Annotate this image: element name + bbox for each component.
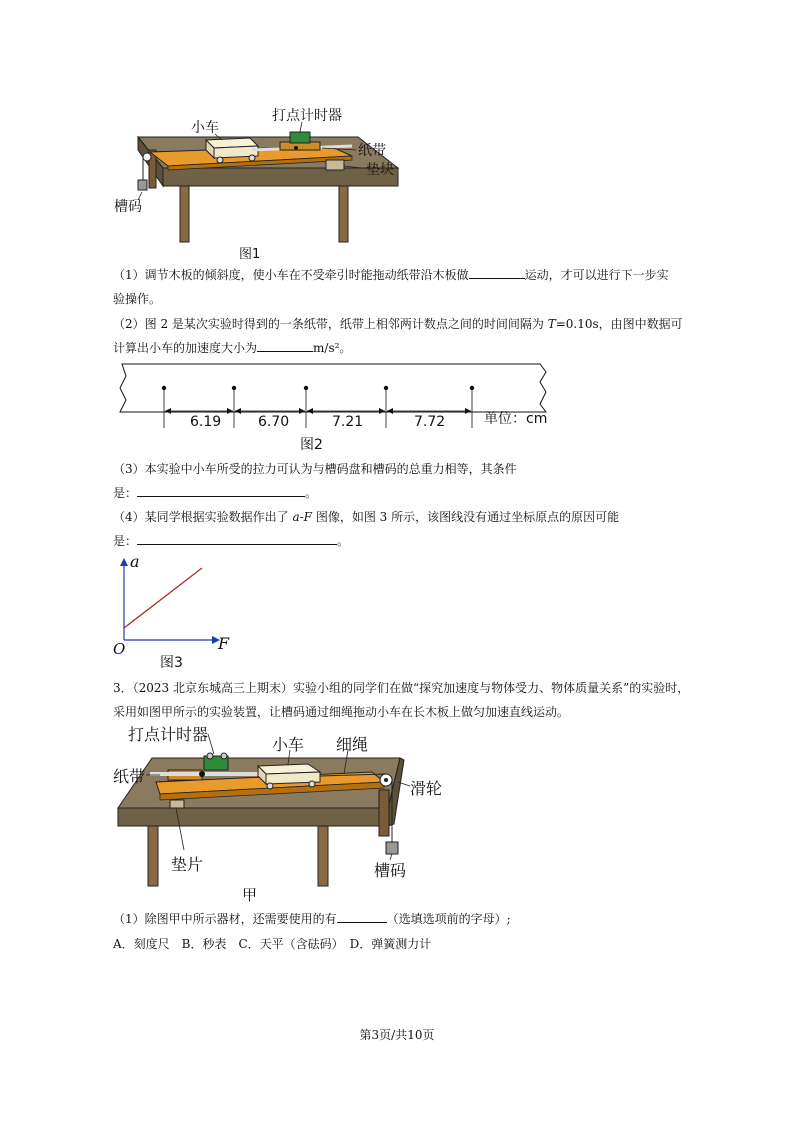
y-axis-arrow	[120, 558, 128, 566]
sub-question-1-options	[113, 935, 431, 953]
table-leg	[180, 186, 189, 242]
q2-text-pre: （2）图 2 是某次实验时得到的一条纸带，纸带上相邻两计数点之间的时间间隔为	[113, 317, 548, 331]
sub-question-1	[113, 910, 511, 928]
paper-tape-drawing	[0, 360, 794, 460]
block	[326, 160, 344, 170]
q4-prefix: 是：	[113, 534, 138, 548]
q4-period: 。	[337, 534, 350, 548]
pad	[170, 800, 184, 808]
q2-text-line-2: 计算出小车的加速度大小为	[113, 341, 258, 355]
q1-text-post: 运动，才可以进行下一步实	[524, 268, 669, 282]
question-3-line-1	[113, 460, 517, 478]
q3-period: 。	[305, 486, 318, 500]
figure-4	[0, 720, 794, 904]
hanging-weight	[138, 180, 147, 190]
problem-3-text-2: 采用如图甲所示的实验装置，让槽码通过细绳拖动小车在长木板上做匀加速直线运动。	[113, 705, 570, 719]
figure-3	[0, 550, 794, 670]
answer-blank[interactable]	[257, 339, 313, 352]
segment-label: 7.21	[332, 414, 364, 430]
q4-variable: a-F	[292, 510, 312, 524]
label-block: 垫块	[366, 162, 394, 178]
segment-label: 7.72	[414, 414, 446, 430]
origin-label: O	[113, 640, 126, 658]
answer-blank[interactable]	[469, 266, 525, 279]
tabletop-edge	[163, 168, 398, 186]
label-weight: 槽码	[374, 861, 407, 880]
label-tape: 纸带	[358, 143, 386, 159]
answer-blank[interactable]	[337, 910, 387, 923]
question-2-line-2	[113, 339, 351, 357]
count-point	[384, 386, 388, 390]
page-number: 第3页/共10页	[359, 1028, 435, 1042]
question-1-line-1	[113, 266, 669, 284]
options-text: A．刻度尺 B．秒表 C．天平（含砝码） D．弹簧测力计	[113, 937, 432, 951]
label-string: 细绳	[336, 735, 369, 754]
label-timer: 打点计时器	[128, 725, 209, 744]
hanging-weight	[386, 842, 398, 854]
question-2-line-1	[113, 315, 683, 333]
label-cart: 小车	[191, 120, 219, 136]
segment-label: 6.19	[190, 414, 222, 430]
figure-4-caption: 甲	[242, 886, 258, 904]
q1-text-line-2: 验操作。	[113, 292, 162, 306]
answer-blank[interactable]	[137, 532, 337, 545]
figure-3-caption: 图3	[160, 655, 183, 671]
figure-2	[0, 360, 794, 460]
sub1-text-post: （选填选项前的字母）;	[386, 912, 511, 926]
q2-variable: T	[547, 317, 556, 331]
table-leg	[339, 186, 348, 242]
problem-3-text-1: 3．（2023 北京东城高三上期末）实验小组的同学们在做“探究加速度与物体受力、物体质量关系”的实验时，	[113, 681, 690, 695]
label-cart: 小车	[272, 735, 305, 754]
q2-text-post: =0.10s，由图中数据可	[555, 317, 683, 331]
count-point	[470, 386, 474, 390]
unit-label: 单位：cm	[484, 411, 548, 427]
label-pad: 垫片	[171, 855, 204, 874]
figure-1	[0, 0, 794, 260]
answer-blank[interactable]	[137, 484, 305, 497]
q4-text-post: 图像，如图 3 所示，该图线没有通过坐标原点的原因可能	[312, 510, 620, 524]
sub1-text-pre: （1）除图甲中所示器材，还需要使用的有	[113, 912, 337, 926]
figure-1-drawing	[0, 0, 794, 260]
timer	[290, 132, 310, 143]
question-4-line-1	[113, 508, 619, 526]
question-1-line-2	[113, 290, 161, 308]
graph-line	[124, 568, 202, 628]
label-pulley: 滑轮	[410, 779, 443, 798]
count-point	[232, 386, 236, 390]
count-point	[162, 386, 166, 390]
table-leg	[148, 826, 158, 886]
figure-2-caption: 图2	[300, 437, 323, 453]
tape-outline	[120, 364, 546, 412]
question-4-line-2	[113, 532, 349, 550]
tabletop-edge	[118, 808, 388, 826]
table-leg	[318, 826, 328, 886]
segment-label: 6.70	[258, 414, 290, 430]
problem-3-line-1	[113, 679, 689, 697]
problem-3-line-2	[113, 703, 569, 721]
q3-text: （3）本实验中小车所受的拉力可认为与槽码盘和槽码的总重力相等，其条件	[113, 462, 517, 476]
q3-prefix: 是：	[113, 486, 138, 500]
label-timer: 打点计时器	[272, 108, 342, 124]
q1-text-pre: （1）调节木板的倾斜度，使小车在不受牵引时能拖动纸带沿木板做	[113, 268, 469, 282]
page-footer	[0, 1026, 794, 1043]
figure-1-caption: 图1	[239, 247, 261, 262]
count-point	[304, 386, 308, 390]
label-weight: 槽码	[114, 199, 142, 215]
question-3-line-2	[113, 484, 317, 502]
pulley	[143, 153, 151, 161]
q4-text-pre: （4）某同学根据实验数据作出了	[113, 510, 293, 524]
label-tape: 纸带	[113, 767, 146, 786]
q2-unit: m/s²。	[313, 341, 352, 355]
y-axis-label: a	[130, 552, 140, 571]
table-leg	[379, 790, 389, 836]
x-axis-label: F	[218, 634, 230, 653]
